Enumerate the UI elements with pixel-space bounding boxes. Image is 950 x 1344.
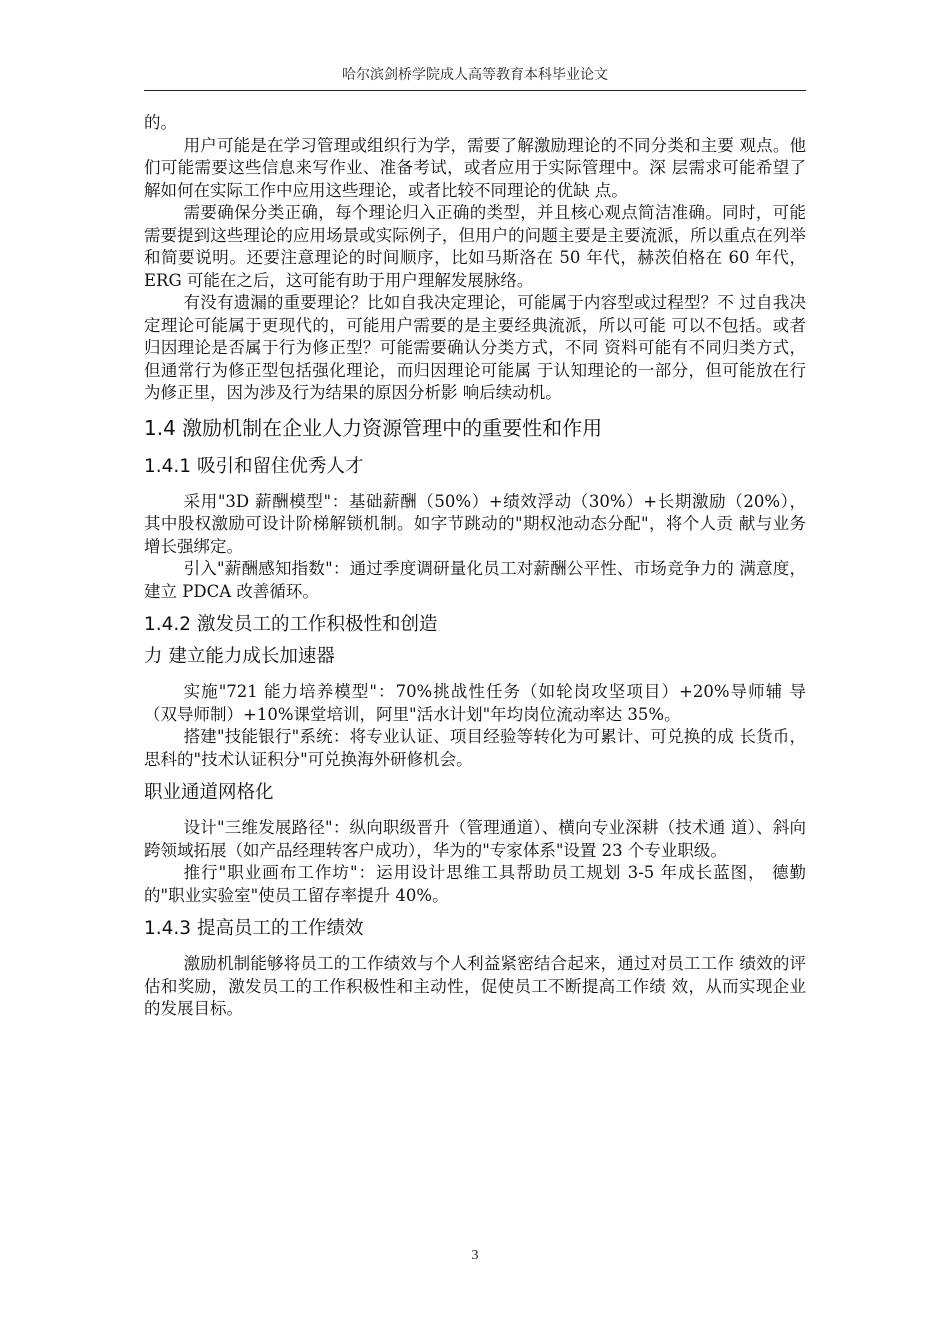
- paragraph: 用户可能是在学习管理或组织行为学，需要了解激励理论的不同分类和主要 观点。他们可能需要这些信息来写作业、准备考试，或者应用于实际管理中。深 层需求可能希望了解如何在实际工作中应用这些理论，或者比较不同理论的优缺 点。: [144, 135, 806, 200]
- page-number: 3: [471, 1248, 479, 1263]
- paragraph: 的。: [144, 113, 177, 132]
- paragraph: 需要确保分类正确，每个理论归入正确的类型，并且核心观点简洁准确。同时，可能需要提到这些理论的应用场景或实际例子，但用户的问题主要是主要流派，所以重点在列举和简要说明。还要注意理论的时间顺序，比如马斯洛在 50 年代，赫茨伯格在 60 年代，ERG 可能在之后，这可能有助于用户理解发展脉络。: [144, 203, 806, 290]
- paragraph: 搭建"技能银行"系统：将专业认证、项目经验等转化为可累计、可兑换的成 长货币，思科的"技术认证积分"可兑换海外研修机会。: [144, 727, 806, 769]
- section-heading-1-4-2: 1.4.2 激发员工的工作积极性和创造: [144, 614, 438, 635]
- paragraph: 采用"3D 薪酬模型"：基础薪酬（50%）+绩效浮动（30%）+长期激励（20%）， 其中股权激励可设计阶梯解锁机制。如字节跳动的"期权池动态分配"，将个人贡 献与业务增长强绑定。: [144, 491, 806, 556]
- section-heading-1-4-1: 1.4.1 吸引和留住优秀人才: [144, 455, 364, 477]
- paragraph: 有没有遗漏的重要理论？比如自我决定理论，可能属于内容型或过程型？不 过自我决定理论可能属于更现代的，可能用户需要的是主要经典流派，所以可能 可以不包括。或者归因理论是否属于行为修正型？可能需要确认分类方式，不同 资料可能有不同归类方式，但通常行为修正型包括强化理论，而归因理论可能属 于认知理论的一部分，但可能放在行为修正里，因为涉及行为结果的原因分析影 响后续动机。: [144, 293, 806, 402]
- section-heading-1-4-2-cont: 力 建立能力成长加速器: [144, 646, 335, 667]
- paragraph: 引入"薪酬感知指数"：通过季度调研量化员工对薪酬公平性、市场竞争力的 满意度，建立 PDCA 改善循环。: [144, 559, 806, 601]
- paragraph: 激励机制能够将员工的工作绩效与个人利益紧密结合起来，通过对员工工作 绩效的评估和奖励，激发员工的工作积极性和主动性，促使员工不断提高工作绩 效，从而实现企业的发展目标。: [144, 954, 806, 1018]
- section-heading-1-4: 1.4 激励机制在企业人力资源管理中的重要性和作用: [144, 415, 603, 440]
- subheading-career-path: 职业通道网格化: [144, 782, 274, 803]
- paragraph: 设计"三维发展路径"：纵向职级晋升（管理通道）、横向专业深耕（技术通 道）、斜向跨领域拓展（如产品经理转客户成功），华为的"专家体系"设置 23 个专业职级。: [144, 818, 806, 860]
- paragraph: 实施"721 能力培养模型"：70%挑战性任务（如轮岗攻坚项目）+20%导师辅 导（双导师制）+10%课堂培训，阿里"活水计划"年均岗位流动率达 35%。: [144, 682, 806, 724]
- document-body: [144, 112, 806, 1021]
- paragraph: 推行"职业画布工作坊"：运用设计思维工具帮助员工规划 3-5 年成长蓝图， 德勤的"职业实验室"使员工留存率提升 40%。: [144, 863, 806, 905]
- section-heading-1-4-3: 1.4.3 提高员工的工作绩效: [144, 918, 364, 939]
- page-header: 哈尔滨剑桥学院成人高等教育本科毕业论文: [144, 64, 806, 91]
